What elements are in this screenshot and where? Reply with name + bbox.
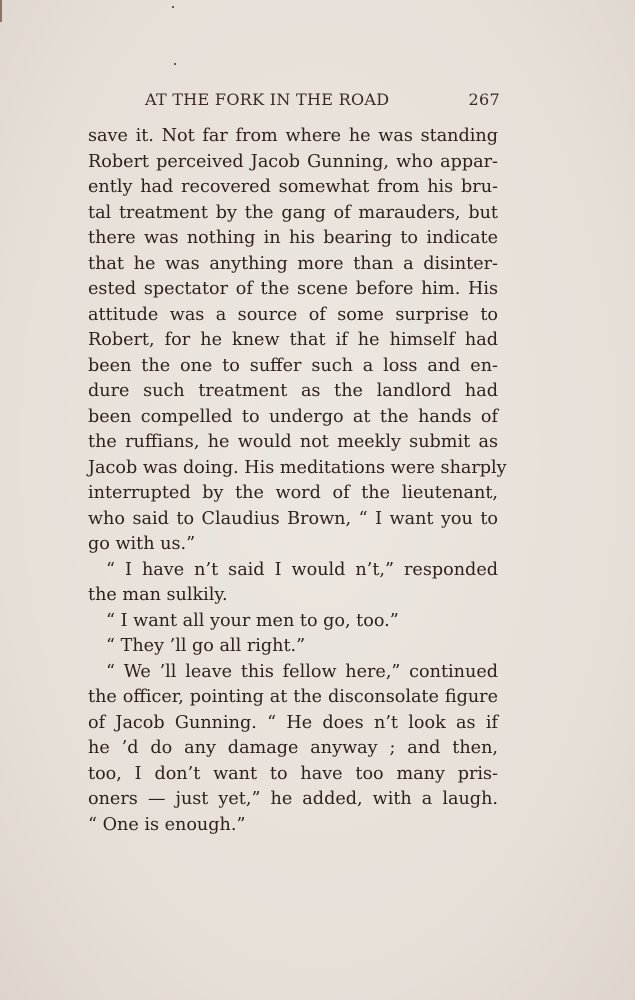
text-line: Jacob was doing. His meditations were sharply — [88, 457, 507, 478]
page-header — [145, 90, 500, 116]
text-line: too, I don’t want to have too many pris- — [88, 763, 498, 784]
text-line: the man sulkily. — [88, 585, 228, 605]
text-line: “ I want all your men to go, too.” — [106, 610, 399, 631]
body-text — [88, 124, 507, 838]
text-line: the ruffians, he would not meekly submit as — [88, 432, 498, 452]
text-line: “ They ’ll go all right.” — [106, 636, 306, 656]
text-line: save it. Not far from where he was standing — [88, 126, 498, 146]
text-line: of Jacob Gunning. “ He does n’t look as if — [88, 712, 498, 733]
text-line: who said to Claudius Brown, “ I want you to — [88, 508, 498, 529]
text-line: “ One is enough.” — [88, 814, 246, 835]
text-line: tal treatment by the gang of marauders, but — [88, 202, 498, 223]
text-line: Robert, for he knew that if he himself had — [88, 330, 498, 350]
text-line: been compelled to undergo at the hands of — [88, 406, 498, 427]
text-line: Robert perceived Jacob Gunning, who appar- — [88, 151, 498, 172]
text-line: ested spectator of the scene before him. His — [88, 279, 498, 299]
text-line: interrupted by the word of the lieutenant, — [88, 483, 498, 503]
page-number: 267 — [468, 90, 500, 109]
ink-speck — [174, 63, 176, 65]
text-line: oners — just yet,” he added, with a laugh. — [88, 789, 498, 809]
text-line: go with us.” — [88, 534, 196, 554]
text-line: “ We ’ll leave this fellow here,” continued — [106, 661, 498, 682]
text-line: there was nothing in his bearing to indicate — [88, 228, 498, 248]
text-line: he ’d do any damage anyway ; and then, — [88, 738, 498, 758]
text-line: ently had recovered somewhat from his bru- — [88, 177, 498, 197]
text-line: the officer, pointing at the disconsolate figure — [88, 687, 498, 707]
ink-speck — [172, 6, 174, 8]
text-line: attitude was a source of some surprise to — [88, 304, 498, 325]
page-edge-mark — [0, 0, 2, 22]
text-line: “ I have n’t said I would n’t,” responded — [106, 559, 498, 580]
text-line: dure such treatment as the landlord had — [88, 381, 498, 401]
text-line: that he was anything more than a disinter- — [88, 253, 498, 274]
text-line: been the one to suffer such a loss and en- — [88, 355, 498, 376]
running-head: AT THE FORK IN THE ROAD — [145, 90, 390, 109]
